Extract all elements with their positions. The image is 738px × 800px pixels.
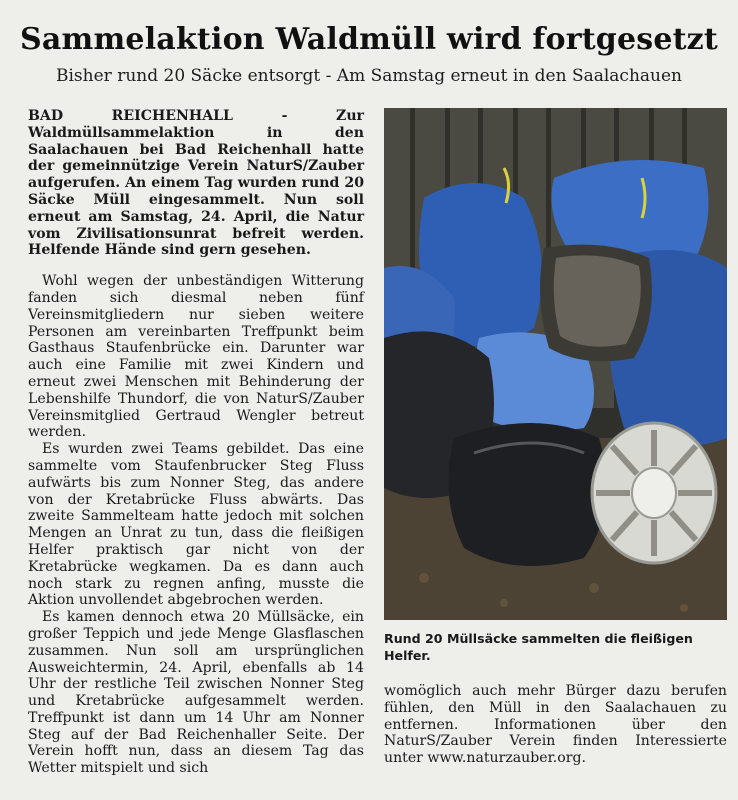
headline: Sammelaktion Waldmüll wird fortgesetzt [20, 22, 718, 57]
subheadline: Bisher rund 20 Säcke entsorgt - Am Samstag erneut in den Saalachauen [56, 66, 682, 86]
garbage-bags-photo-illustration [384, 108, 727, 620]
lead-paragraph: BAD REICHENHALL - Zur Waldmüllsammelaktion in den Saalachauen bei Bad Reichenhall hatte der gemeinnützige Verein NaturS/Zauber aufgerufen. An einem Tag wurden rund 20 Säcke Müll eingesammelt. Nun soll erneut am Samstag, 24. April, die Natur vom Zivilisationsunrat befreit werden. Helfende Hände sind gern gesehen. [28, 108, 364, 259]
body-paragraph-1: Wohl wegen der unbeständigen Witterung fanden sich diesmal neben fünf Vereinsmitgliedern nur sieben weitere Personen am vereinbarten Treffpunkt beim Gasthaus Staufenbrücke ein. Darunter war auch eine Familie mit zwei Kindern und erneut zwei Menschen mit Behinderung der Lebenshilfe Thundorf, die von NaturS/Zauber Vereinsmitglied Gertraud Wengler betreut werden. [28, 273, 364, 441]
photo-caption: Rund 20 Müllsäcke sammelten die fleißigen Helfer. [384, 631, 693, 663]
article-photo [384, 108, 727, 620]
body-paragraph-3: Es kamen dennoch etwa 20 Müllsäcke, ein großer Teppich und jede Menge Glasflaschen zusammen. Nun soll am ursprünglichen Ausweichtermin, 24. April, ebenfalls ab 14 Uhr der restliche Teil zwischen Nonner Steg und Kretabrücke aufgesammelt werden. Treffpunkt ist dann um 14 Uhr am Nonner Steg auf der Bad Reichenhaller Seite. Der Verein hofft nun, dass an diesem Tag das Wetter mitspielt und sich [28, 609, 364, 777]
body-paragraph-2: Es wurden zwei Teams gebildet. Das eine sammelte vom Staufenbrucker Steg Fluss aufwärts bis zum Nonner Steg, das andere von der Kretabrücke Fluss abwärts. Das zweite Sammelteam hatte jedoch mit solchen Mengen an Unrat zu tun, dass die fleißigen Helfer praktisch gar nicht von der Kretabrücke wegkamen. Da es dann auch noch stark zu regnen anfing, musste die Aktion unvollendet abgebrochen werden. [28, 441, 364, 609]
article-right-column [384, 683, 727, 767]
continuation-paragraph: womöglich auch mehr Bürger dazu berufen fühlen, den Müll in den Saalachauen zu entfernen. Informationen über den NaturS/Zauber Verein finden Interessierte unter www.naturzauber.org. [384, 683, 727, 767]
article-left-column [28, 108, 364, 777]
